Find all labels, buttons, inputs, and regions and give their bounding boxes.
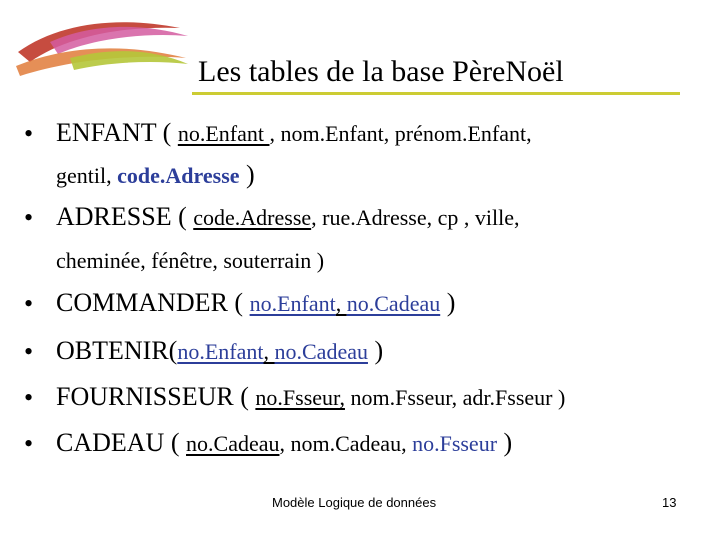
attributes: nom.Fsseur, adr.Fsseur ) xyxy=(344,385,566,410)
attributes: gentil, xyxy=(56,163,118,188)
primary-key: code.Adresse xyxy=(193,205,312,230)
key-no-cadeau: no.Cadeau xyxy=(346,291,441,316)
paren-open: ( xyxy=(233,382,256,411)
paren-open: ( xyxy=(171,202,194,231)
paren-open: ( xyxy=(168,336,178,365)
paren-close: ) xyxy=(239,160,255,189)
key-no-enfant: no.Enfant xyxy=(177,339,264,364)
adresse-line-1 xyxy=(56,200,519,235)
fournisseur-line xyxy=(56,380,565,415)
adresse-line-2: cheminée, fénêtre, souterrain ) xyxy=(56,248,325,273)
bullet-dot: • xyxy=(24,429,34,458)
table-name: FOURNISSEUR xyxy=(56,382,234,411)
cadeau-line xyxy=(56,426,512,461)
logo-swoosh xyxy=(10,14,190,84)
key-no-cadeau: no.Cadeau xyxy=(274,339,368,364)
paren-close: ) xyxy=(497,428,513,457)
bullet-dot: • xyxy=(24,383,34,412)
table-name: COMMANDER xyxy=(56,288,228,317)
title-underline xyxy=(192,92,680,95)
attributes: , nom.Cadeau, xyxy=(279,431,413,456)
foreign-key: code.Adresse xyxy=(117,163,240,188)
bullet-dot: • xyxy=(24,289,34,318)
table-name: CADEAU xyxy=(56,428,165,457)
enfant-line-2 xyxy=(56,158,255,193)
footer-caption: Modèle Logique de données xyxy=(272,495,437,510)
separator: , xyxy=(263,339,275,364)
page-number: 13 xyxy=(662,495,677,510)
table-name: OBTENIR xyxy=(56,336,169,365)
bullet-dot: • xyxy=(24,119,34,148)
paren-open: ( xyxy=(227,288,250,317)
primary-key: no.Enfant xyxy=(177,121,270,146)
key-no-enfant: no.Enfant xyxy=(249,291,336,316)
bullet-dot: • xyxy=(24,337,34,366)
paren-open: ( xyxy=(164,428,187,457)
paren-open: ( xyxy=(156,118,178,147)
commander-line xyxy=(56,286,455,321)
primary-key: no.Cadeau xyxy=(186,431,280,456)
separator: , xyxy=(335,291,347,316)
attributes: , nom.Enfant, prénom.Enfant, xyxy=(269,121,532,146)
paren-close: ) xyxy=(440,288,456,317)
bullet-dot: • xyxy=(24,203,34,232)
foreign-key: no.Fsseur xyxy=(412,431,498,456)
obtenir-line xyxy=(56,334,383,369)
attributes: , rue.Adresse, cp , ville, xyxy=(311,205,520,230)
slide-title: Les tables de la base PèreNoël xyxy=(198,55,564,88)
table-name: ADRESSE xyxy=(56,202,172,231)
table-name: ENFANT xyxy=(56,118,157,147)
enfant-line-1 xyxy=(56,116,532,151)
paren-close: ) xyxy=(367,336,384,365)
primary-key: no.Fsseur, xyxy=(255,385,345,410)
